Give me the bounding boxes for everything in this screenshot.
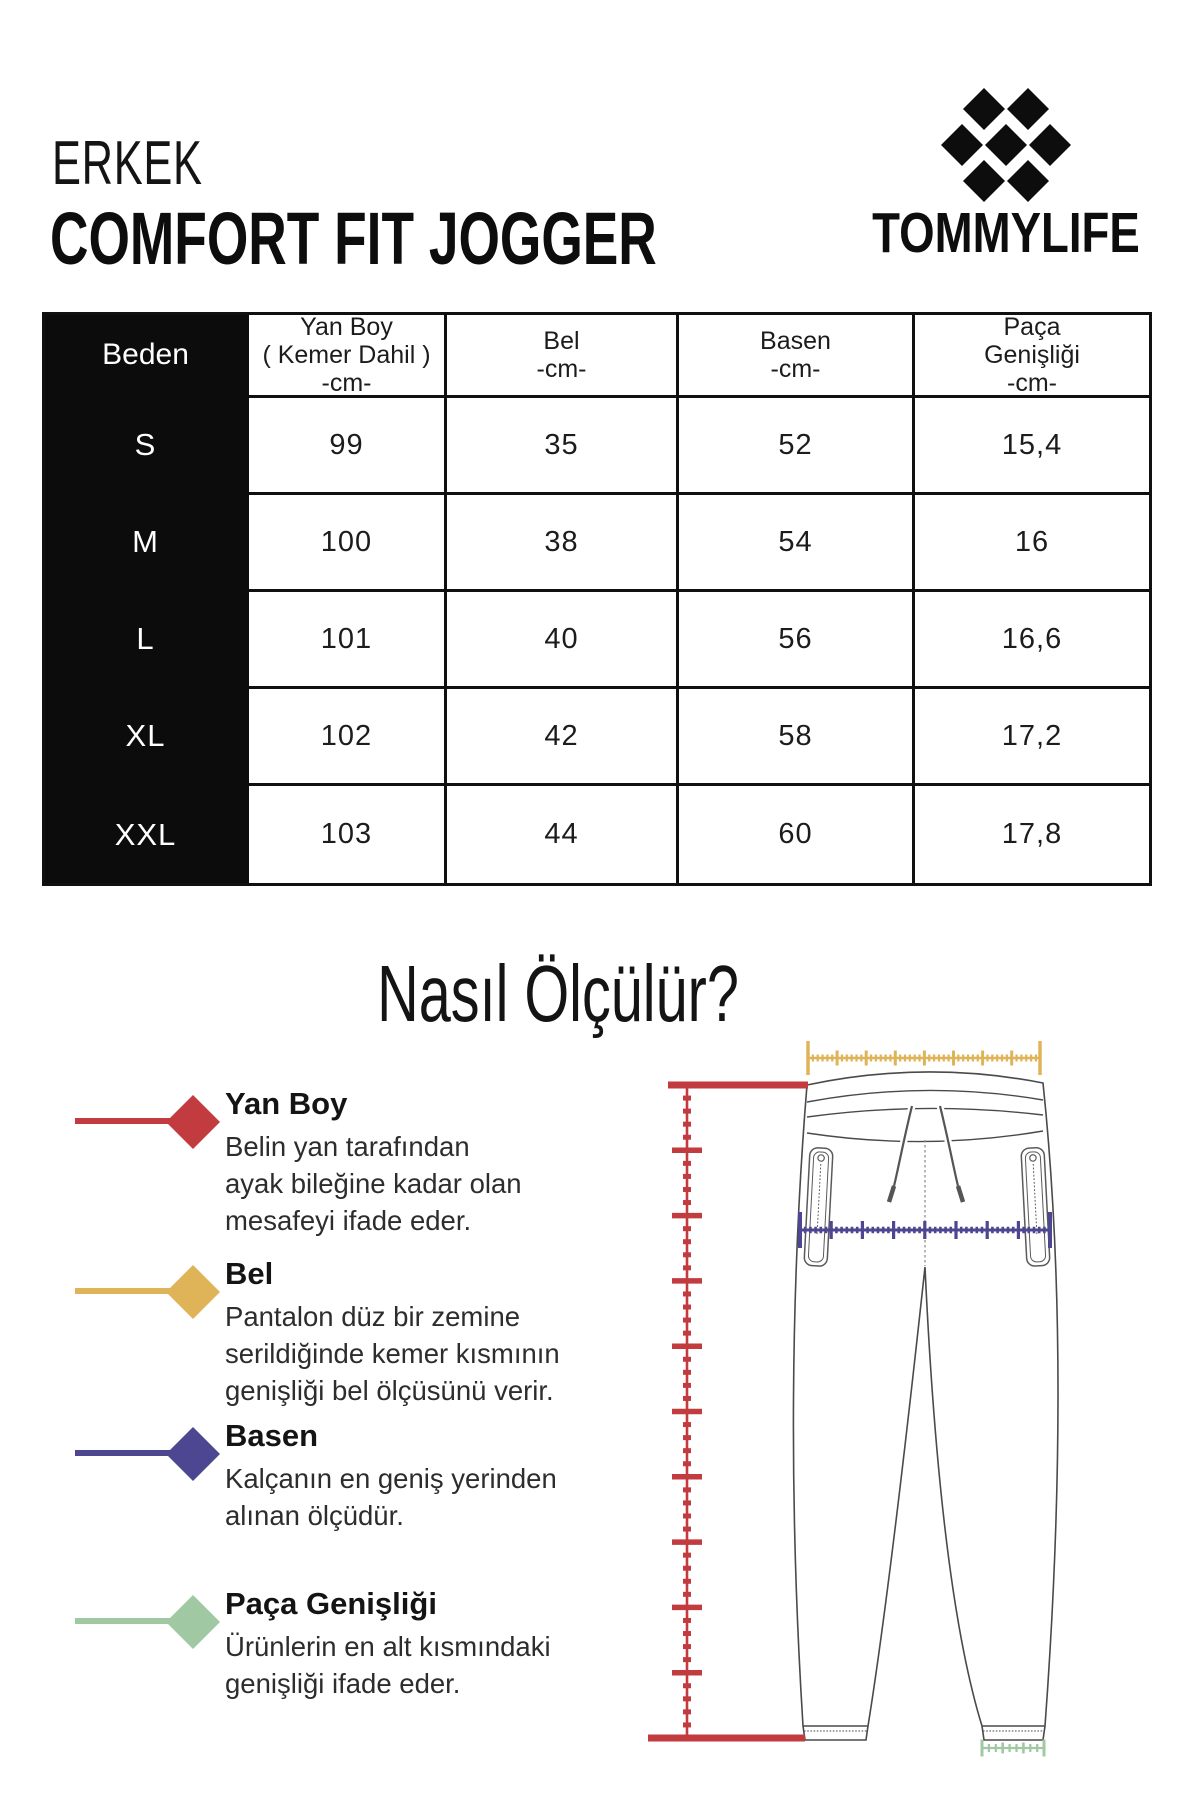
legend-description xyxy=(225,1128,575,1239)
header-line: -cm- xyxy=(770,355,821,383)
table-cell: 44 xyxy=(447,786,679,883)
table-cell: 99 xyxy=(249,398,447,495)
size-cell-xxl: XXL xyxy=(45,786,249,883)
legend-item-basen xyxy=(75,1418,575,1534)
table-cell: 60 xyxy=(679,786,915,883)
column-header-paca xyxy=(915,315,1149,398)
table-cell: 101 xyxy=(249,592,447,689)
desc-line: genişliği ifade eder. xyxy=(225,1668,461,1699)
desc-line: Belin yan tarafından xyxy=(225,1131,470,1162)
size-table xyxy=(42,312,1152,886)
legend-title: Basen xyxy=(225,1418,319,1453)
legend-title: Paça Genişliği xyxy=(225,1586,437,1621)
jogger-measurement-diagram xyxy=(560,1030,1200,1800)
legend-title: Bel xyxy=(225,1256,274,1291)
jogger-outline xyxy=(793,1072,1058,1740)
header-line: Bel xyxy=(543,327,580,355)
desc-line: mesafeyi ifade eder. xyxy=(225,1205,472,1236)
header-line: -cm- xyxy=(536,355,587,383)
desc-line: alınan ölçüdür. xyxy=(225,1500,404,1531)
table-cell: 102 xyxy=(249,689,447,786)
product-title: COMFORT FIT JOGGER xyxy=(50,197,657,280)
desc-line: serildiğinde kemer kısmının xyxy=(225,1338,560,1369)
table-cell: 54 xyxy=(679,495,915,592)
legend-title: Yan Boy xyxy=(225,1086,348,1121)
table-cell: 17,2 xyxy=(915,689,1149,786)
legend-item-paca-genisligi xyxy=(75,1586,575,1702)
column-header-bel xyxy=(447,315,679,398)
bel-diamond-icon xyxy=(75,1258,225,1324)
column-header-yan-boy xyxy=(249,315,447,398)
column-header-beden: Beden xyxy=(45,315,249,398)
legend-item-yan-boy xyxy=(75,1086,575,1239)
header-line: -cm- xyxy=(1007,369,1057,397)
table-cell: 38 xyxy=(447,495,679,592)
table-cell: 16 xyxy=(915,495,1149,592)
legend-description xyxy=(225,1628,575,1702)
desc-line: genişliği bel ölçüsünü verir. xyxy=(225,1375,554,1406)
yan-boy-diamond-icon xyxy=(75,1088,225,1154)
measure-section-title: Nasıl Ölçülür? xyxy=(377,949,739,1038)
table-cell: 100 xyxy=(249,495,447,592)
desc-line: ayak bileğine kadar olan xyxy=(225,1168,522,1199)
header-line: Yan Boy xyxy=(300,313,393,341)
basen-diamond-icon xyxy=(75,1420,225,1486)
table-cell: 40 xyxy=(447,592,679,689)
yan-boy-ruler xyxy=(672,1085,702,1738)
legend-item-bel xyxy=(75,1256,575,1409)
bel-ruler xyxy=(808,1041,1040,1075)
desc-line: Ürünlerin en alt kısmındaki xyxy=(225,1631,551,1662)
column-header-basen xyxy=(679,315,915,398)
legend-description xyxy=(225,1460,575,1534)
table-cell: 15,4 xyxy=(915,398,1149,495)
size-cell-l: L xyxy=(45,592,249,689)
table-cell: 56 xyxy=(679,592,915,689)
size-cell-xl: XL xyxy=(45,689,249,786)
table-cell: 103 xyxy=(249,786,447,883)
brand-name: TOMMYLIFE xyxy=(872,201,1140,265)
table-cell: 42 xyxy=(447,689,679,786)
header-line: -cm- xyxy=(321,369,372,397)
desc-line: Kalçanın en geniş yerinden xyxy=(225,1463,557,1494)
table-cell: 58 xyxy=(679,689,915,786)
paca-genisligi-ruler xyxy=(982,1740,1044,1757)
header-line: Genişliği xyxy=(984,341,1080,369)
header-line: Paça xyxy=(1003,313,1061,341)
desc-line: Pantalon düz bir zemine xyxy=(225,1301,521,1332)
category-title: ERKEK xyxy=(52,129,203,198)
size-cell-s: S xyxy=(45,398,249,495)
paca-genisligi-diamond-icon xyxy=(75,1588,225,1654)
table-cell: 17,8 xyxy=(1001,818,1063,850)
brand-diamond-cluster-icon xyxy=(922,86,1090,204)
header-line: Basen xyxy=(760,327,831,355)
table-cell: 52 xyxy=(679,398,915,495)
header-line: ( Kemer Dahil ) xyxy=(262,341,431,369)
size-cell-m: M xyxy=(45,495,249,592)
table-cell: 16,6 xyxy=(915,592,1149,689)
table-cell: 35 xyxy=(447,398,679,495)
legend-description xyxy=(225,1298,575,1409)
